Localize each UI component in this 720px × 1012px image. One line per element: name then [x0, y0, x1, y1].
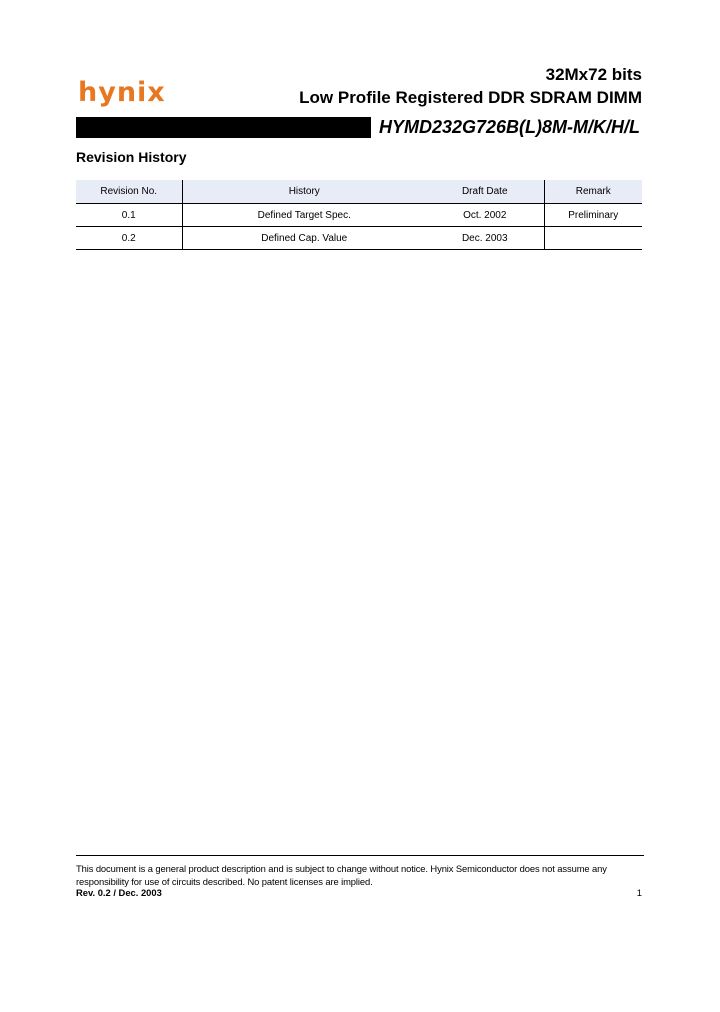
remark-cell [544, 227, 642, 250]
part-number-bar [76, 117, 642, 138]
product-type-title: Low Profile Registered DDR SDRAM DIMM [299, 88, 642, 107]
footer-divider [76, 855, 644, 856]
remark-cell: Preliminary [544, 204, 642, 227]
revision-no-cell: 0.2 [76, 227, 182, 250]
product-density-title: 32Mx72 bits [545, 65, 642, 84]
table-row [76, 204, 642, 227]
page-number: 1 [636, 887, 642, 898]
history-cell: Defined Cap. Value [182, 227, 426, 250]
history-cell: Defined Target Spec. [182, 204, 426, 227]
draft-date-cell: Dec. 2003 [426, 227, 544, 250]
revision-history-table [76, 180, 642, 250]
footer-disclaimer: This document is a general product description and is subject to change without notice. Hynix Semiconductor does not assume any responsibility for use of circuits described. No patent licenses are implied. [76, 863, 607, 887]
column-header-draft-date: Draft Date [426, 180, 544, 204]
part-number: HYMD232G726B(L)8M-M/K/H/L [371, 117, 642, 138]
table-row [76, 227, 642, 250]
footer-revision-note: Rev. 0.2 / Dec. 2003 [76, 887, 162, 898]
table-header-row [76, 180, 642, 204]
column-header-revision-no: Revision No. [76, 180, 182, 204]
column-header-history: History [182, 180, 426, 204]
hynix-logo: hynix [78, 77, 166, 108]
draft-date-cell: Oct. 2002 [426, 204, 544, 227]
revision-history-title: Revision History [76, 149, 187, 165]
revision-no-cell: 0.1 [76, 204, 182, 227]
column-header-remark: Remark [544, 180, 642, 204]
